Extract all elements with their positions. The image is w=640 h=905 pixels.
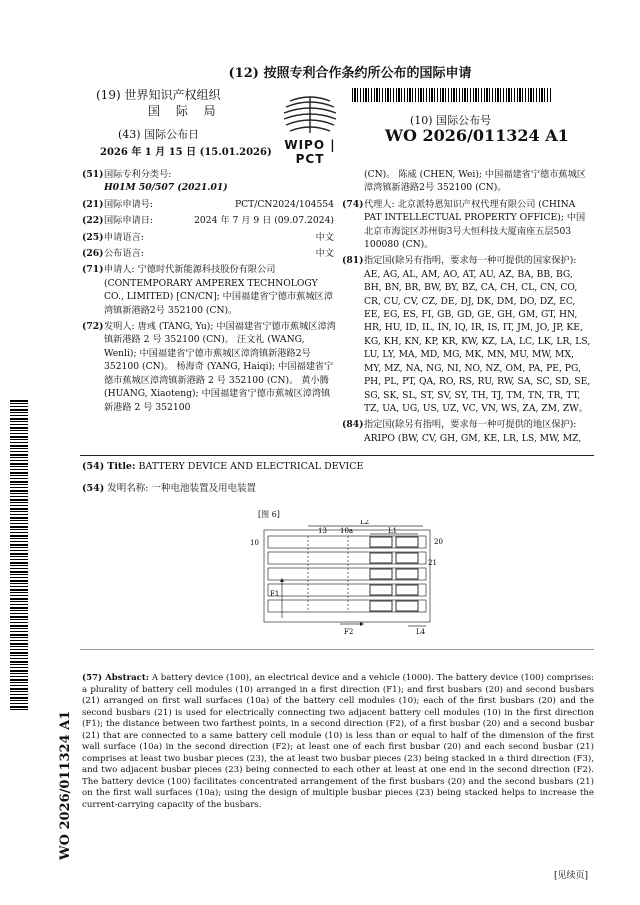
filing-date: 2024 年 7 月 9 日 (09.07.2024) — [194, 215, 334, 227]
field-22 — [82, 214, 336, 227]
field-number: (51) — [82, 169, 104, 180]
inventors-continued — [342, 168, 594, 195]
field-number: (25) — [82, 231, 104, 243]
biblio-right-column — [342, 168, 594, 448]
field-number: (84) — [342, 419, 364, 431]
header-barcode — [352, 88, 552, 102]
field-26 — [82, 247, 336, 260]
field-number: (71) — [82, 264, 104, 276]
inventors-text: 发明人: 唐彧 (TANG, Yu); 中国福建省宁德市蕉城区漳湾镇新港路 2 号 352100 (CN)。 汪文礼 (WANG, Wenli); 中国福建省宁德市蕉城区漳湾镇新港路2号 352100 (CN)。 杨海奇 (YANG, Haiqi); 中国福建省宁德市蕉城区漳湾镇新港路 2 号 352100 (CN)。 黄小腾 (HUANG, Xiaoteng); 中国福建省宁德市蕉城区漳湾镇新港路 2 号 352100 — [104, 321, 336, 413]
field-number: (22) — [82, 215, 104, 227]
field-71 — [82, 263, 336, 317]
title-label: Title: — [107, 461, 136, 472]
field-number: (74) — [342, 198, 364, 210]
regional-states-text: 指定国(除另有指明，要求每一种可提供的地区保护): ARIPO (BW, CV, GH, GM, KE, LR, LS, MW, MZ, — [364, 419, 582, 444]
label-F2: F2 — [344, 628, 354, 636]
document-title: (12) 按照专利合作条约所公布的国际申请 — [228, 66, 472, 81]
label-13: 13 — [318, 527, 327, 535]
field-84 — [342, 418, 594, 445]
label-L2: L2 — [360, 520, 370, 526]
field-label: 国际申请号: — [104, 198, 154, 210]
applicant-text: 申请人: 宁德时代新能源科技股份有限公司 (CONTEMPORARY AMPEREX TECHNOLOGY CO., LIMITED) [CN/CN]; 中国福建省宁德市蕉城区漳湾镇新港路2号 352100 (CN)。 — [104, 264, 333, 316]
publication-number-label: (10) 国际公布号 — [410, 114, 492, 127]
field-72 — [82, 320, 336, 414]
section-divider — [80, 455, 594, 456]
inventors-continued-text: (CN)。 陈威 (CHEN, Wei); 中国福建省宁德市蕉城区漳湾镇新港路2号 352100 (CN)。 — [364, 169, 586, 194]
title-value: 一种电池装置及用电装置 — [151, 483, 256, 494]
field-number: (72) — [82, 321, 104, 333]
biblio-left-column — [82, 168, 336, 417]
label-F1: F1 — [270, 590, 280, 598]
filing-language: 中文 — [315, 231, 334, 243]
wipo-pct-wordmark: WIPO | PCT — [284, 138, 336, 166]
title-value: BATTERY DEVICE AND ELECTRICAL DEVICE — [138, 461, 364, 472]
field-label: 申请语言: — [104, 231, 144, 243]
field-number: (81) — [342, 255, 364, 267]
designated-states-text: 指定国(除另有指明，要求每一种可提供的国家保护): AE, AG, AL, AM, AO, AT, AU, AZ, BA, BB, BG, BH, BN, BR, BW, BY, BZ, CA, CH, CL, CN, CO, CR, CU, CV, CZ, DE, DJ, DK, DM, DO, DZ, EC, EE, EG, ES, FI, GB, GD, GE, GH, GM, GT, HN, HR, HU, ID, IL, IN, IQ, IR, IS, IT, JM, JO, JP, KE, KG, KH, KN, KP, KR, KW, KZ, LA, LC, LK, LR, LS, LU, LY, MA, MD, MG, MK, MN, MU, MW, MX, MY, MZ, NA, NG, NI, NO, NZ, OM, PA, PE, PG, PH, PL, PT, QA, RO, RS, RU, RW, SA, SC, SD, SE, SG, SK, SL, ST, SV, SY, TH, TJ, TM, TN, TR, TT, TZ, UA, UG, US, UZ, VC, VN, WS, ZA, ZM, ZW。 — [364, 255, 591, 414]
label-10: 10 — [250, 539, 259, 547]
label-20: 20 — [434, 538, 443, 546]
agent-text: 代理人: 北京派特恩知识产权代理有限公司 (CHINA PAT INTELLECTUAL PROPERTY OFFICE); 中国北京市海淀区苏州街3号大恒科技大厦南座五层503 100080 (CN)。 — [364, 198, 586, 251]
field-74 — [342, 198, 594, 252]
field-number: (54) — [82, 461, 105, 472]
label-L1: L1 — [388, 527, 398, 535]
ipc-classification: H01M 50/507 (2021.01) — [104, 182, 228, 194]
field-number: (21) — [82, 198, 104, 210]
field-label: 公布语言: — [104, 248, 144, 260]
application-number: PCT/CN2024/104554 — [234, 198, 334, 210]
figure-label: [图 6] — [258, 510, 280, 519]
field-25 — [82, 231, 336, 244]
abstract-divider — [80, 649, 594, 650]
label-21: 21 — [428, 559, 437, 567]
field-21 — [82, 198, 336, 211]
organization-name: (19) 世界知识产权组织 — [96, 88, 221, 102]
field-81 — [342, 254, 594, 415]
publication-date: 2026 年 1 月 15 日 (15.01.2026) — [100, 147, 272, 158]
battery-device-figure — [248, 520, 448, 638]
title-chinese — [82, 480, 256, 494]
publication-language: 中文 — [315, 248, 334, 260]
vertical-publication-number: WO 2026/011324 A1 — [58, 710, 73, 860]
organization-bureau: 国 际 局 — [148, 104, 222, 118]
field-number: (26) — [82, 248, 104, 260]
label-10a: 10a — [340, 527, 354, 535]
publication-number: WO 2026/011324 A1 — [385, 126, 569, 145]
field-label: 国际专利分类号: — [104, 169, 172, 180]
publication-date-label: (43) 国际公布日 — [118, 128, 200, 141]
abstract — [82, 673, 594, 811]
title-label: 发明名称: — [107, 483, 149, 494]
abstract-label: (57) Abstract: — [82, 673, 150, 683]
label-L4: L4 — [416, 628, 426, 636]
field-label: 国际申请日: — [104, 215, 154, 227]
abstract-text: A battery device (100), an electrical device and a vehicle (1000). The battery device (100) comprises: a plurality of battery cell modules (10) arranged in a first direction (F1); and first busbars (20) and second busbars (21) arranged on first wall surfaces (10a) of the battery cell modules (10); each of the first busbars (20) and the second busbars (21) is used for electrically connecting two adjacent battery cell modules (10) in the first direction (F1); the distance between two farthest points, in a second direction (F2), of a first busbar (20) and a second busbar (21) that are connected to a same battery cell module (10) is less than or equal to half of the dimension of the first wall surface (10a) in the second direction (F2); at least one of each first busbar (20) and each second busbar (21) comprises at least two busbar pieces (23), the at least two busbar pieces (23) being stacked in a third direction (F3), and two adjacent busbar pieces (23) being connected to each other at least at one end in the second direction (F2). The battery device (100) facilitates concentrated arrangement of the first busbars (20) and the second busbars (21) on the first wall surfaces (10a); using the design of multiple busbar pieces (23) being stacked helps to increase the current-carrying capacity of the busbars. — [82, 673, 595, 810]
field-51 — [82, 168, 336, 195]
field-number: (54) — [82, 483, 105, 494]
continued-marker: [见续页] — [554, 871, 589, 881]
side-barcode — [10, 400, 28, 710]
title-english — [82, 461, 364, 472]
